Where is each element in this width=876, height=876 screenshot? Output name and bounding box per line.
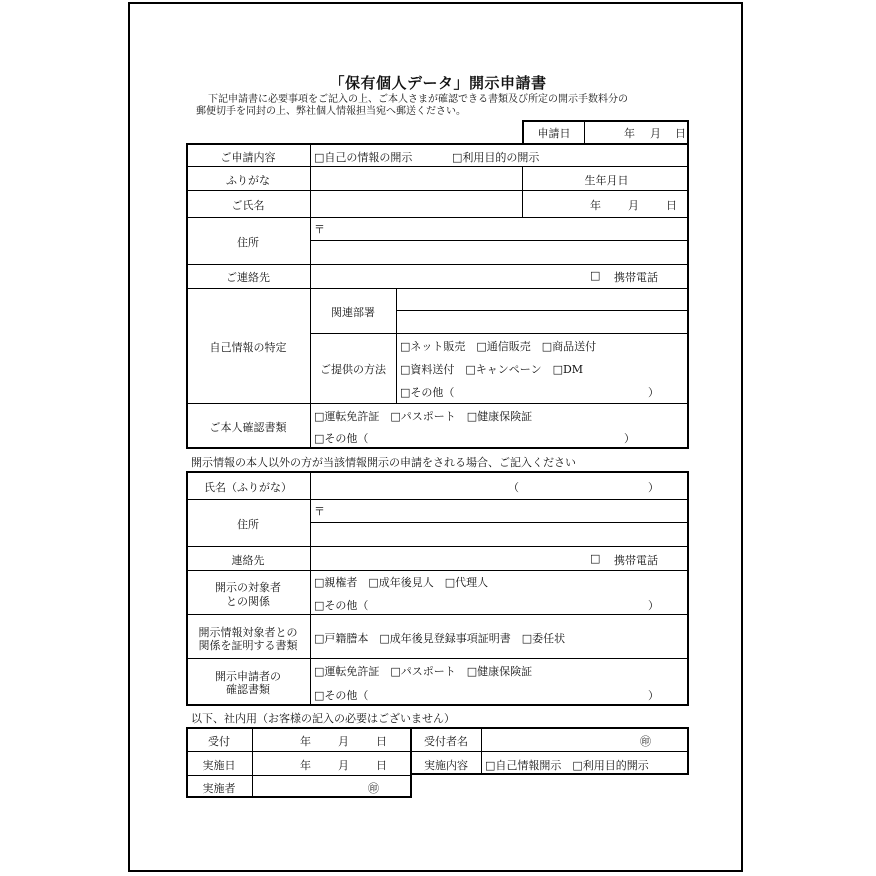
birth-month-unit: 月: [628, 199, 639, 212]
provision-method-other-close: ）: [648, 386, 659, 399]
proxy-confirm-line1[interactable]: □運転免許証 □パスポート □健康保険証: [314, 665, 533, 678]
proxy-furigana-open: （: [508, 481, 519, 494]
proxy-mobile-checkbox[interactable]: □: [590, 552, 601, 565]
executor-label: 実施者: [202, 782, 236, 795]
proxy-proof-label-2: 関係を証明する書類: [198, 639, 298, 652]
done-year-unit: 年: [300, 759, 311, 772]
birthdate-label: 生年月日: [584, 174, 629, 187]
department-label: 関連部署: [331, 306, 375, 319]
address-label: 住所: [237, 236, 259, 249]
proxy-contact-field[interactable]: [311, 547, 581, 569]
done-content-label: 実施内容: [424, 759, 468, 772]
proxy-relation-other-close: ）: [648, 599, 659, 612]
proxy-address-label: 住所: [237, 518, 259, 531]
identify-label: 自己情報の特定: [209, 341, 287, 354]
application-year-unit: 年: [624, 127, 635, 140]
form-title: 「保有個人データ」開示申請書: [329, 74, 547, 92]
proxy-confirm-other[interactable]: □その他（: [314, 689, 369, 702]
proxy-proof-documents[interactable]: □戸籍謄本 □成年後見登録事項証明書 □委任状: [314, 632, 566, 645]
provision-method-label: ご提供の方法: [320, 363, 386, 376]
received-day-unit: 日: [376, 735, 387, 748]
proxy-furigana-close: ）: [648, 481, 659, 494]
proxy-contact-label: 連絡先: [231, 554, 265, 567]
proxy-proof-label-1: 開示情報対象者との: [198, 626, 298, 639]
instruction-line-2: 郵便切手を同封の上、弊社個人情報担当宛へ郵送ください。: [196, 106, 466, 117]
proxy-confirm-label-1: 開示申請者の: [215, 670, 281, 683]
receiver-seal: ㊞: [640, 735, 651, 748]
proxy-name-label: 氏名（ふりがな）: [204, 481, 292, 494]
form-instructions: [196, 94, 696, 118]
request-option-self-info[interactable]: □自己の情報の開示: [314, 151, 413, 164]
department-field[interactable]: [397, 289, 689, 332]
furigana-label: ふりがな: [226, 174, 270, 187]
done-content-options[interactable]: □自己情報開示 □利用目的開示: [485, 759, 649, 772]
proxy-relation-label-1: 開示の対象者: [215, 581, 281, 594]
postal-mark: 〒: [314, 223, 325, 236]
office-use-note: 以下、社内用（お客様の記入の必要はございません）: [191, 712, 455, 725]
contact-field[interactable]: [311, 265, 581, 287]
application-month-unit: 月: [650, 127, 661, 140]
executor-seal: ㊞: [368, 782, 379, 795]
done-month-unit: 月: [338, 759, 349, 772]
id-document-label: ご本人確認書類: [209, 421, 287, 434]
proxy-name-field[interactable]: [311, 472, 688, 498]
received-year-unit: 年: [300, 735, 311, 748]
provision-method-line2[interactable]: □資料送付 □キャンペーン □DM: [400, 363, 584, 376]
id-document-other-close: ）: [624, 432, 635, 445]
done-day-unit: 日: [376, 759, 387, 772]
receiver-name-label: 受付者名: [424, 735, 468, 748]
received-month-unit: 月: [338, 735, 349, 748]
birth-day-unit: 日: [666, 199, 677, 212]
id-document-other[interactable]: □その他（: [314, 432, 369, 445]
proxy-mobile-label: 携帯電話: [614, 554, 658, 567]
birth-year-unit: 年: [590, 199, 601, 212]
mobile-checkbox[interactable]: □: [590, 269, 601, 282]
proxy-confirm-label-2: 確認書類: [226, 683, 270, 696]
application-day-unit: 日: [675, 127, 686, 140]
application-date-label: 申請日: [537, 127, 571, 140]
proxy-address-field[interactable]: [326, 500, 686, 545]
proxy-relation-label-2: との関係: [226, 595, 270, 608]
mobile-label: 携帯電話: [614, 271, 658, 284]
instruction-line-1: 下記申請書に必要事項をご記入の上、ご本人さまが確認できる書類及び所定の開示手数料分の: [208, 94, 628, 105]
name-field[interactable]: [311, 191, 521, 216]
done-date-label: 実施日: [202, 759, 236, 772]
contact-label: ご連絡先: [226, 271, 270, 284]
furigana-field[interactable]: [311, 167, 521, 189]
proxy-relation-line1[interactable]: □親権者 □成年後見人 □代理人: [314, 576, 489, 589]
received-label: 受付: [208, 735, 230, 748]
provision-method-line1[interactable]: □ネット販売 □通信販売 □商品送付: [400, 340, 597, 353]
id-document-line1[interactable]: □運転免許証 □パスポート □健康保険証: [314, 410, 533, 423]
proxy-confirm-other-close: ）: [648, 689, 659, 702]
proxy-note: 開示情報の本人以外の方が当該情報開示の申請をされる場合、ご記入ください: [191, 456, 576, 469]
request-type-label: ご申請内容: [220, 151, 276, 164]
proxy-postal-mark: 〒: [314, 505, 325, 518]
provision-method-other[interactable]: □その他（: [400, 386, 455, 399]
proxy-relation-other[interactable]: □その他（: [314, 599, 369, 612]
name-label: ご氏名: [231, 199, 265, 212]
request-option-purpose[interactable]: □利用目的の開示: [452, 151, 540, 164]
address-field[interactable]: [326, 218, 686, 263]
